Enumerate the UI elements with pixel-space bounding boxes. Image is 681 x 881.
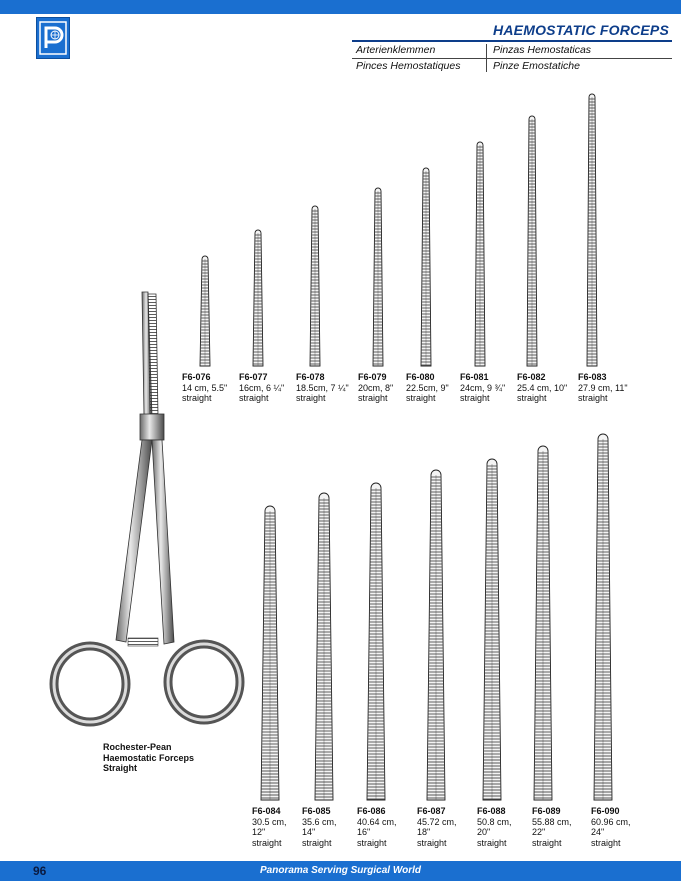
product-type: straight	[252, 837, 282, 848]
instrument-jaw-image	[356, 481, 396, 802]
product-code: F6-083	[578, 372, 607, 382]
instrument-jaw-image	[406, 166, 446, 368]
product-size-inches: 12"	[252, 827, 266, 837]
page-title: HAEMOSTATIC FORCEPS	[493, 22, 669, 38]
instrument-jaw-image	[472, 457, 512, 802]
product-code: F6-079	[358, 372, 387, 382]
product-size: 16cm, 6 ¼"	[239, 382, 285, 393]
caption-line-3: Straight	[103, 763, 138, 773]
product-type: straight	[357, 837, 387, 848]
subtitle-rule	[352, 58, 672, 59]
product-size: 24cm, 9 ¾"	[460, 382, 506, 393]
product-code: F6-076	[182, 372, 211, 382]
product-size: 40.64 cm,	[357, 816, 397, 827]
product-label	[296, 372, 349, 404]
product-label	[517, 372, 567, 404]
product-type: straight	[578, 393, 608, 403]
product-type: straight	[239, 393, 269, 403]
product-code: F6-080	[406, 372, 435, 382]
product-label	[302, 806, 337, 848]
product-size: 25.4 cm, 10"	[517, 382, 568, 393]
instrument-jaw-image	[295, 204, 335, 368]
subtitle-german: Arterienklemmen	[356, 44, 436, 56]
instrument-jaw-image	[512, 114, 552, 368]
product-code: F6-084	[252, 806, 281, 816]
instrument-jaw-image	[358, 186, 398, 368]
product-code: F6-086	[357, 806, 386, 816]
product-size-inches: 18"	[417, 827, 431, 837]
product-code: F6-087	[417, 806, 446, 816]
product-type: straight	[517, 393, 547, 403]
product-type: straight	[182, 393, 212, 403]
product-type: straight	[591, 837, 621, 848]
product-size: 55.88 cm,	[532, 816, 572, 827]
product-size: 50.8 cm,	[477, 816, 512, 827]
caption-line-1: Rochester-Pean	[103, 742, 172, 752]
title-rule	[352, 40, 672, 42]
product-label	[357, 806, 397, 848]
product-size: 20cm, 8"	[358, 382, 394, 393]
top-bar	[0, 0, 681, 14]
product-type: straight	[460, 393, 490, 403]
product-size: 35.6 cm,	[302, 816, 337, 827]
subtitle-italian: Pinze Emostatiche	[493, 60, 580, 72]
product-size: 18.5cm, 7 ¼"	[296, 382, 349, 393]
product-label	[239, 372, 284, 404]
instrument-jaw-image	[583, 432, 623, 802]
instrument-jaw-image	[250, 504, 290, 802]
product-size-inches: 22"	[532, 827, 546, 837]
product-type: straight	[358, 393, 388, 403]
instrument-jaw-image	[238, 228, 278, 368]
product-type: straight	[296, 393, 326, 403]
product-size: 22.5cm, 9"	[406, 382, 449, 393]
product-type: straight	[417, 837, 447, 848]
product-type: straight	[477, 837, 507, 848]
product-code: F6-081	[460, 372, 489, 382]
product-type: straight	[302, 837, 332, 848]
product-size: 14 cm, 5.5"	[182, 382, 228, 393]
product-code: F6-085	[302, 806, 331, 816]
product-type: straight	[406, 393, 436, 403]
instrument-jaw-image	[185, 254, 225, 368]
footer-bar	[0, 861, 681, 881]
product-type: straight	[532, 837, 562, 848]
product-label	[182, 372, 227, 404]
product-code: F6-089	[532, 806, 561, 816]
instrument-jaw-image	[304, 491, 344, 802]
panorama-logo	[36, 17, 70, 59]
product-size-inches: 24"	[591, 827, 605, 837]
product-code: F6-090	[591, 806, 620, 816]
product-label	[532, 806, 572, 848]
product-label	[591, 806, 631, 848]
product-label	[417, 806, 457, 848]
subtitle-french: Pinces Hemostatiques	[356, 60, 461, 72]
product-label	[358, 372, 393, 404]
product-label	[406, 372, 449, 404]
product-label	[252, 806, 287, 848]
product-code: F6-078	[296, 372, 325, 382]
instrument-jaw-image	[572, 92, 612, 368]
product-size: 45.72 cm,	[417, 816, 457, 827]
product-label	[460, 372, 505, 404]
product-size: 60.96 cm,	[591, 816, 631, 827]
forceps-caption	[103, 742, 194, 774]
product-code: F6-077	[239, 372, 268, 382]
subtitle-spanish: Pinzas Hemostaticas	[493, 44, 592, 56]
product-code: F6-082	[517, 372, 546, 382]
caption-line-2: Haemostatic Forceps	[103, 752, 195, 763]
product-size: 30.5 cm,	[252, 816, 287, 827]
product-code: F6-088	[477, 806, 506, 816]
footer-tagline: Panorama Serving Surgical World	[260, 865, 421, 876]
product-size-inches: 16"	[357, 827, 371, 837]
page-number: 96	[33, 864, 47, 878]
product-size-inches: 20"	[477, 827, 491, 837]
instrument-jaw-image	[416, 468, 456, 802]
product-size: 27.9 cm, 11"	[578, 382, 628, 393]
subtitle-divider	[486, 44, 487, 72]
product-label	[578, 372, 628, 404]
instrument-jaw-image	[460, 140, 500, 368]
product-size-inches: 14"	[302, 827, 316, 837]
product-label	[477, 806, 512, 848]
instrument-jaw-image	[523, 444, 563, 802]
